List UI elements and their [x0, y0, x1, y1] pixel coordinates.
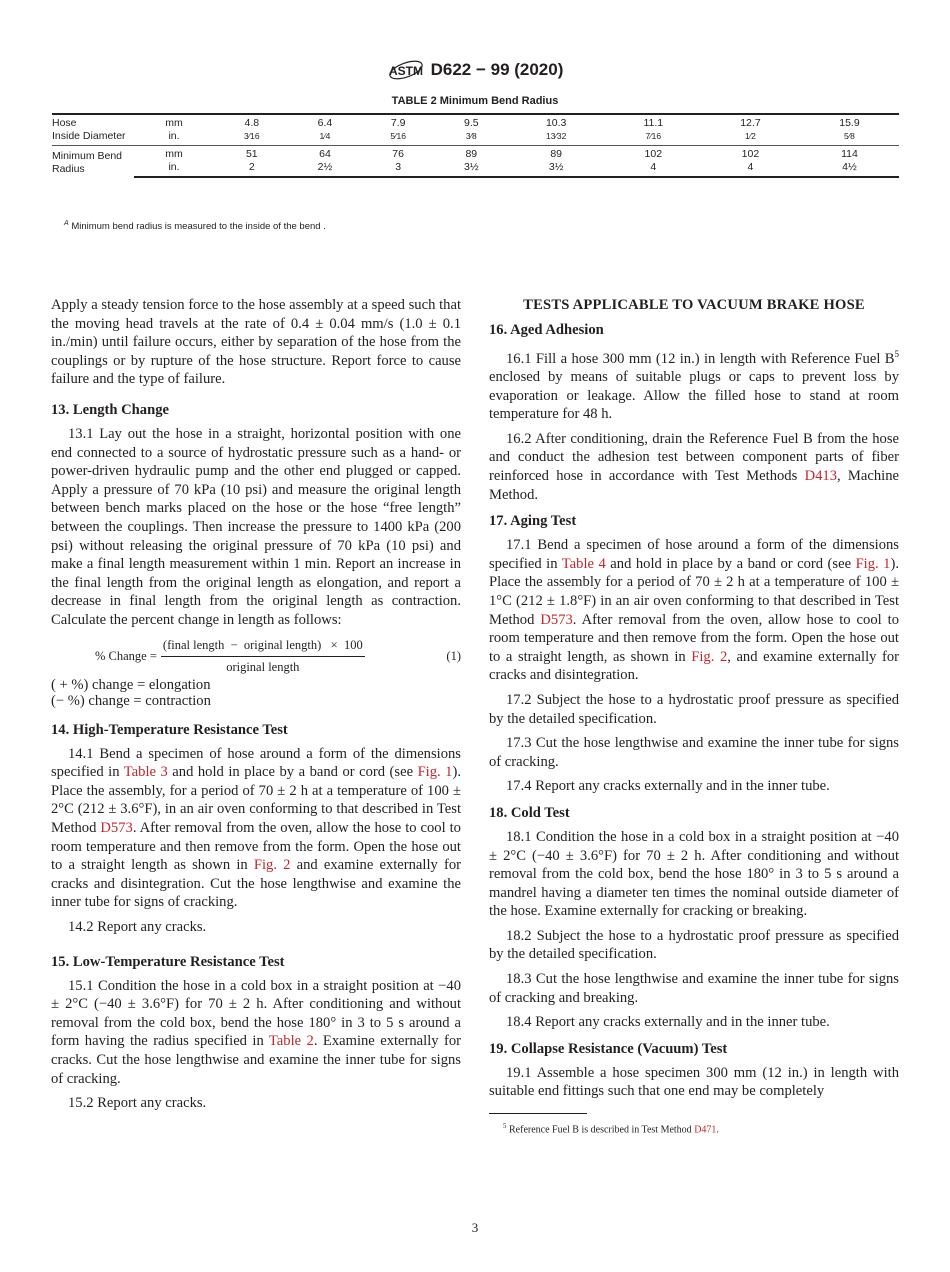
link-table-3[interactable]: Table 3: [123, 764, 168, 781]
text: 17.1 Bend a specimen of hose around a form of the dimensions specified in: [489, 537, 899, 572]
table-cell: 3½: [436, 161, 507, 177]
table-cell: 3⁄16: [214, 130, 290, 146]
link-d471[interactable]: D471: [694, 1124, 717, 1136]
paragraph: Apply a steady tension force to the hose assembly at a speed such that the moving head travels at the rate of 0.4 ± 0.04 mm/s (1.0 ± 0.1 in./min) until failure occurs, either by separation of the hose from the couplings or by rupture of the hose structure. Report force to cause failure and the type of failure.: [51, 297, 461, 388]
text: . After removal from the oven, allow hose to cool to room temperature and then remove from the form. Open the hose out to a straight length, as shown in: [489, 611, 899, 665]
table-cell: 3: [360, 161, 436, 177]
footnote-marker: 5: [503, 1122, 507, 1131]
table-cell: 64: [319, 148, 331, 160]
link-d573[interactable]: D573: [100, 820, 133, 837]
table-cell: 89: [465, 148, 478, 160]
table-cell: 6.4: [290, 114, 361, 130]
text: .: [716, 1124, 719, 1136]
text: , and examine externally for cracks and disintegration.: [489, 648, 900, 684]
section-heading-17: 17. Aging Test: [489, 513, 577, 530]
paragraph-18-1: 18.1 Condition the hose in a cold box in a straight position at −40 ± 2°C (−40 ± 3.6°F) for 70 ± 2 h. After conditioning and without removal from the cold box, bend the hose 180° in 3 to 5 s around a mandrel having a diameter ten times the nominal outside diameter of the hose. Examine externally for cracking or breaking.: [489, 828, 899, 920]
table-footnote: [64, 220, 326, 232]
equation-lhs: % Change =: [95, 648, 157, 663]
equation-1: [51, 636, 461, 677]
paragraph-13-1: 13.1 Lay out the hose in a straight, horizontal position with one end connected to a source of hydrostatic pressure such as a hand- or power-driven hydraulic pump and the other end plugged or capped. Apply a pressure of 70 kPa (10 psi) and measure the original length between bench marks placed on the hose or the hose “free length” between the couplings. Then increase the pressure to 1400 kPa (200 psi) without releasing the original pressure of 70 kPa (10 psi) and make a final length measurement within 1 min. Report an increase in the final length from the original length as elongation, and report a decrease in final length from the original length as contraction. Calculate the percent change in length as follows:: [51, 425, 461, 628]
unit: mm: [165, 148, 183, 160]
link-d573[interactable]: D573: [540, 611, 573, 628]
table-cell: 2½: [290, 161, 361, 177]
page-header: [0, 55, 950, 90]
text: 14.1 Bend a specimen of hose around a form of the dimensions specified in: [51, 745, 461, 781]
section-heading-15: 15. Low-Temperature Resistance Test: [51, 953, 285, 970]
paragraph-16-1: [489, 345, 899, 424]
text: 15.1 Condition the hose in a cold box in a straight position at −40 ± 2°C (−40 ± 3.6°F) for 70 ± 2 h. After conditioning and without removal from the cold box, bend the hose 180° in 3 to 5 s around a form having the radius specified in: [51, 977, 461, 1050]
section-heading-14: 14. High-Temperature Resistance Test: [51, 721, 288, 738]
table-row: [52, 161, 899, 177]
equation-legend-line: (− %) change = contraction: [51, 692, 211, 709]
paragraph-16-2: [489, 430, 899, 504]
table-cell: 3⁄8: [436, 130, 507, 146]
unit: mm: [134, 114, 214, 130]
table-cell: 11.1: [606, 114, 701, 130]
text: and hold in place by a band or cord (see: [167, 764, 418, 781]
equation-denominator: original length: [226, 660, 300, 675]
left-column: [51, 296, 461, 1119]
text: ). Place the assembly for a period of 70 ± 2 h at a temperature of 100 ± 1°C (212 ± 1.8°F) in an air oven conforming to that described in Test Method: [489, 555, 899, 628]
document-id: D622 − 99 (2020): [430, 60, 564, 79]
paragraph-18-2: 18.2 Subject the hose to a hydrostatic proof pressure as specified by the detailed specification.: [489, 927, 899, 963]
min-bend-radius-table: [52, 113, 899, 178]
table-cell: 5⁄16: [360, 130, 436, 146]
table-cell: 76: [392, 148, 404, 160]
link-fig-2[interactable]: Fig. 2: [691, 648, 728, 665]
page-number: 3: [471, 1220, 479, 1235]
table-cell: 4: [701, 161, 800, 177]
table-cell: 114: [841, 148, 858, 160]
text: Reference Fuel B is described in Test Method: [506, 1124, 695, 1136]
paragraph-17-4: 17.4 Report any cracks externally and in the inner tube.: [506, 778, 830, 795]
paragraph-17-3: 17.3 Cut the hose lengthwise and examine the inner tube for signs of cracking.: [489, 735, 899, 770]
section-heading-18: 18. Cold Test: [489, 804, 570, 821]
footnote-divider: [489, 1113, 587, 1114]
equation-legend: [51, 677, 461, 709]
table-cell: 9.5: [436, 114, 507, 130]
table-cell: 4.8: [214, 114, 290, 130]
equation-number: (1): [446, 648, 461, 663]
table-cell: 3½: [507, 161, 606, 177]
paragraph-18-3: 18.3 Cut the hose lengthwise and examine the inner tube for signs of cracking and breaking.: [489, 971, 899, 1006]
text: 16.2 After conditioning, drain the Reference Fuel B from the hose and conduct the adhesion test between component parts of fiber reinforced hose in accordance with Test Methods: [489, 430, 899, 485]
table-cell: 7.9: [360, 114, 436, 130]
equation-legend-line: ( + %) change = elongation: [51, 676, 211, 693]
table-cell: 10.3: [507, 114, 606, 130]
text: . After removal from the oven, allow the hose to cool to room temperature and then remove from the form. Open the hose out to a straight length as shown in: [51, 820, 461, 874]
paragraph-18-4: 18.4 Report any cracks externally and in the inner tube.: [506, 1014, 830, 1031]
table-cell: 7⁄16: [606, 130, 701, 146]
section-heading-16: 16. Aged Adhesion: [489, 321, 604, 338]
table-cell: 13⁄32: [507, 130, 606, 146]
paragraph-15-1: [51, 977, 461, 1089]
footnote-text: Minimum bend radius is measured to the inside of the bend .: [71, 221, 326, 233]
paragraph-17-2: 17.2 Subject the hose to a hydrostatic proof pressure as specified by the detailed specification.: [489, 691, 899, 727]
text: ). Place the assembly, for a period of 70 ± 2 h at a temperature of 100 ± 2°C (212 ± 3.6°F), in an air oven conforming to that described in Test Method: [51, 764, 461, 837]
table-row: [52, 114, 899, 130]
table-cell: 1⁄4: [290, 130, 361, 146]
text: , Machine Method.: [489, 468, 899, 503]
equation-fraction: [161, 636, 365, 677]
unit: in.: [134, 161, 214, 177]
equation-numerator: (final length − original length) × 100: [161, 636, 365, 658]
table-cell: 102: [741, 148, 760, 160]
table-cell: 1⁄2: [701, 130, 800, 146]
row-label: Inside Diameter: [52, 130, 134, 146]
unit: in.: [134, 130, 214, 146]
footnote-marker: A: [64, 220, 69, 227]
paragraph-19-1: 19.1 Assemble a hose specimen 300 mm (12 in.) in length with suitable end fittings such that one end may be completely: [489, 1064, 899, 1100]
table-cell: 102: [644, 148, 663, 160]
link-table-2[interactable]: Table 2: [268, 1033, 314, 1050]
paragraph-15-2: 15.2 Report any cracks.: [68, 1095, 207, 1112]
link-fig-2[interactable]: Fig. 2: [253, 857, 291, 874]
table-cell: 4: [606, 161, 701, 177]
text: enclosed by means of suitable plugs or caps to prevent loss by evaporation or leakage. Allow the filled hose to stand at room temperature for 48 h.: [489, 369, 899, 423]
section-heading-19: 19. Collapse Resistance (Vacuum) Test: [489, 1040, 728, 1057]
table-cell: 5⁄8: [800, 130, 899, 146]
text: . Examine externally for cracks. Cut the hose lengthwise and examine the inner tube for signs of cracking.: [51, 1033, 462, 1087]
paragraph-17-1: [489, 536, 899, 685]
astm-logo-icon: [387, 55, 425, 85]
table-cell: 12.7: [701, 114, 800, 130]
footnote-5: [503, 1120, 899, 1136]
text: and examine externally for cracks and disintegration. Cut the hose lengthwise and examine the inner tube for signs of cracking.: [51, 857, 462, 911]
row-label: Minimum Bend Radius: [52, 149, 123, 175]
text: 16.1 Fill a hose 300 mm (12 in.) in length with Reference Fuel B: [506, 350, 895, 367]
link-fig-1[interactable]: Fig. 1: [855, 555, 891, 572]
paragraph-14-2: 14.2 Report any cracks.: [68, 919, 207, 936]
table-row: [52, 130, 899, 146]
right-column: [489, 296, 899, 1136]
link-d413[interactable]: D413: [804, 468, 837, 485]
table-cell: 2: [214, 161, 290, 177]
footnote-ref[interactable]: 5: [894, 348, 899, 359]
table-title: TABLE 2 Minimum Bend Radius: [391, 95, 559, 107]
table-cell: 4½: [800, 161, 899, 177]
text: and hold in place by a band or cord (see: [605, 555, 856, 572]
table-cell: 15.9: [800, 114, 899, 130]
table-cell: 89: [550, 148, 563, 160]
table-cell: 51: [245, 148, 258, 160]
svg-text:ASTM: ASTM: [388, 64, 423, 78]
section-heading-13: 13. Length Change: [51, 401, 169, 418]
row-label: Hose: [52, 114, 134, 130]
part-heading: TESTS APPLICABLE TO VACUUM BRAKE HOSE: [523, 297, 865, 313]
link-table-4[interactable]: Table 4: [561, 555, 606, 572]
table-row: [52, 146, 899, 162]
paragraph-14-1: [51, 745, 461, 912]
link-fig-1[interactable]: Fig. 1: [417, 764, 453, 781]
